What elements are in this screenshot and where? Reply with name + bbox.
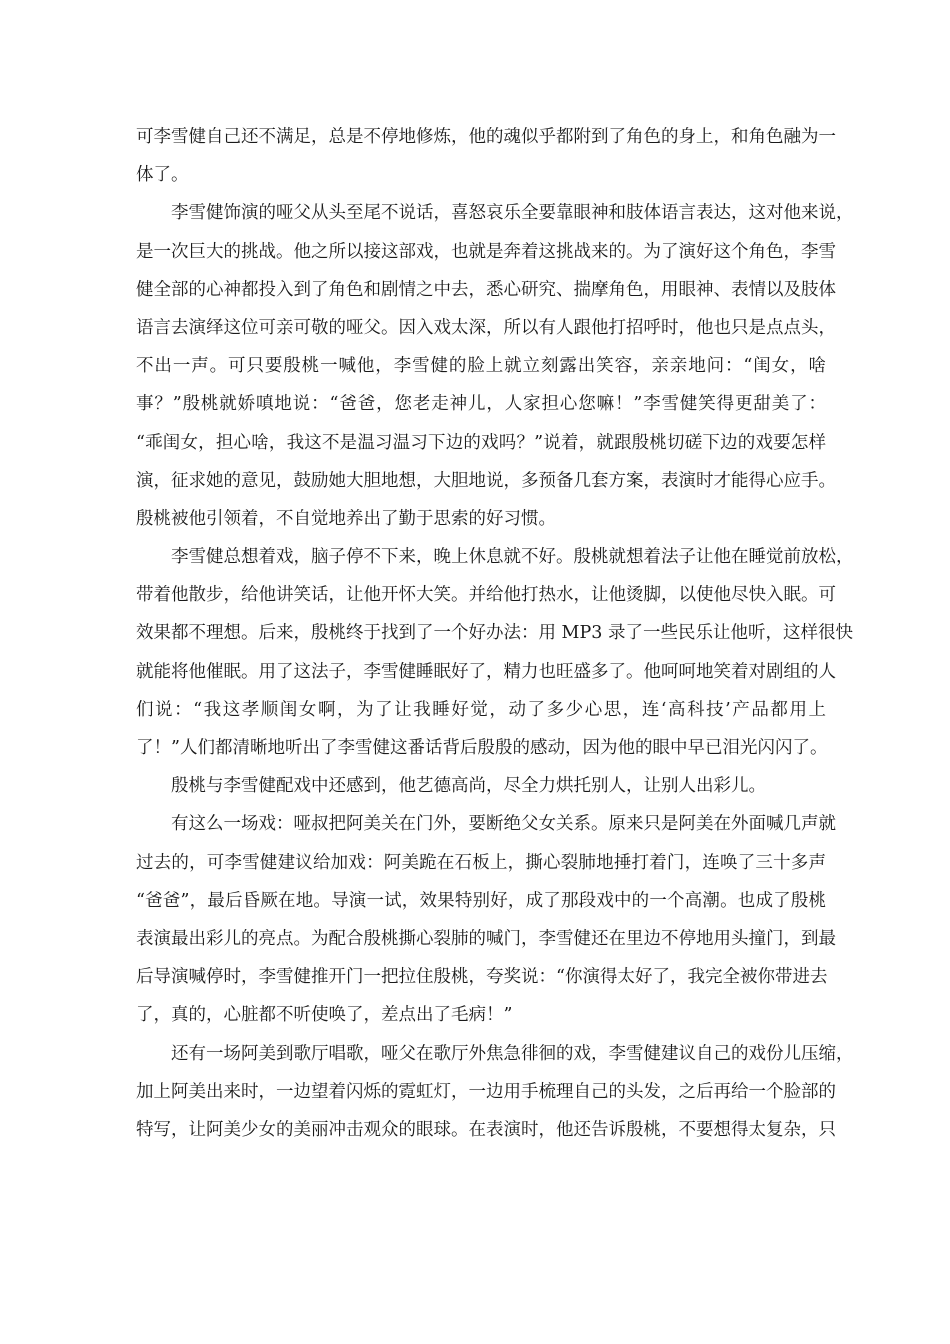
text-line: 语言去演绎这位可亲可敬的哑父。因入戏太深，所以有人跟他打招呼时，他也只是点点头， bbox=[136, 317, 836, 338]
paragraph-first-line: 还有一场阿美到歌厅唱歌，哑父在歌厅外焦急徘徊的戏，李雪健建议自己的戏份儿压缩， bbox=[171, 1043, 854, 1064]
text-line: 效果都不理想。后来，殷桃终于找到了一个好办法：用 MP3 录了一些民乐让他听，这样很快 bbox=[136, 623, 853, 644]
text-line: 特写，让阿美少女的美丽冲击观众的眼球。在表演时，他还告诉殷桃，不要想得太复杂，只 bbox=[136, 1119, 836, 1140]
text-line: 就能将他催眠。用了这法子，李雪健睡眠好了，精力也旺盛多了。他呵呵地笑着对剧组的人 bbox=[136, 661, 836, 682]
text-line: “爸爸”，最后昏厥在地。导演一试，效果特别好，成了那段戏中的一个高潮。也成了殷桃 bbox=[136, 890, 826, 911]
paragraph-first-line: 有这么一场戏：哑叔把阿美关在门外，要断绝父女关系。原来只是阿美在外面喊几声就 bbox=[171, 814, 836, 835]
text-line: 事？”殷桃就娇嗔地说：“爸爸，您老走神儿，人家担心您嘛！”李雪健笑得更甜美了： bbox=[136, 394, 826, 415]
text-line: 演，征求她的意见，鼓励她大胆地想，大胆地说，多预备几套方案，表演时才能得心应手。 bbox=[136, 470, 836, 491]
text-line: 是一次巨大的挑战。他之所以接这部戏，也就是奔着这挑战来的。为了演好这个角色，李雪 bbox=[136, 241, 836, 262]
document-body bbox=[136, 118, 854, 1149]
text-line: 体了。 bbox=[136, 165, 189, 186]
text-line: “乖闺女，担心啥，我这不是温习温习下边的戏吗？”说着，就跟殷桃切磋下边的戏要怎样 bbox=[136, 432, 826, 453]
text-line: 了，真的，心脏都不听使唤了，差点出了毛病！” bbox=[136, 1005, 513, 1026]
paragraph-first-line: 李雪健饰演的哑父从头至尾不说话，喜怒哀乐全要靠眼神和肢体语言表达，这对他来说， bbox=[171, 203, 854, 224]
text-line: 了！”人们都清晰地听出了李雪健这番话背后殷殷的感动，因为他的眼中早已泪光闪闪了。 bbox=[136, 738, 828, 758]
text-line: 表演最出彩儿的亮点。为配合殷桃撕心裂肺的喊门，李雪健还在里边不停地用头撞门，到最 bbox=[136, 928, 836, 949]
text-line: 不出一声。可只要殷桃一喊他，李雪健的脸上就立刻露出笑容，亲亲地问：“闺女，啥 bbox=[136, 356, 826, 377]
text-line: 们说：“我这孝顺闺女啊，为了让我睡好觉，动了多少心思，连‘高科技’产品都用上 bbox=[136, 699, 826, 720]
text-line: 健全部的心神都投入到了角色和剧情之中去，悉心研究、揣摩角色，用眼神、表情以及肢体 bbox=[136, 279, 836, 300]
text-line: 殷桃被他引领着，不自觉地养出了勤于思索的好习惯。 bbox=[136, 508, 556, 529]
text-line: 加上阿美出来时，一边望着闪烁的霓虹灯，一边用手梳理自己的头发，之后再给一个脸部的 bbox=[136, 1081, 836, 1102]
text-line: 过去的，可李雪健建议给加戏：阿美跪在石板上，撕心裂肺地捶打着门，连唤了三十多声 bbox=[136, 852, 826, 873]
text-line: 后导演喊停时，李雪健推开门一把拉住殷桃，夸奖说：“你演得太好了，我完全被你带进去 bbox=[136, 967, 828, 988]
text-line: 带着他散步，给他讲笑话，让他开怀大笑。并给他打热水，让他烫脚，以使他尽快入眠。可 bbox=[136, 585, 836, 606]
paragraph-first-line: 李雪健总想着戏，脑子停不下来，晚上休息就不好。殷桃就想着法子让他在睡觉前放松， bbox=[171, 547, 854, 568]
text-line: 可李雪健自己还不满足，总是不停地修炼，他的魂似乎都附到了角色的身上，和角色融为一 bbox=[136, 127, 836, 147]
paragraph-first-line: 殷桃与李雪健配戏中还感到，他艺德高尚，尽全力烘托别人，让别人出彩儿。 bbox=[171, 776, 766, 797]
